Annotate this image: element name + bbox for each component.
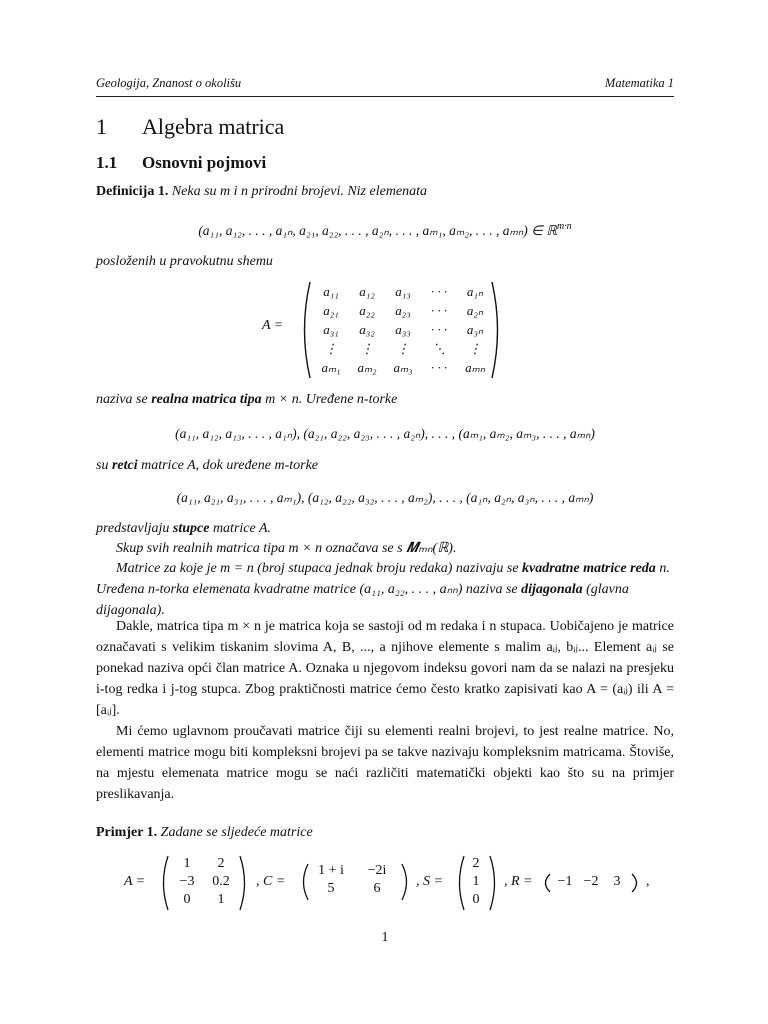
example-intro-line (96, 822, 674, 843)
matrix-cells (312, 282, 490, 378)
example-matrix-cell: −2i (367, 863, 387, 878)
section-heading (96, 114, 284, 140)
rows-tuple: (a₁₁, a₁₂, a₁₃, . . . , a₁ₙ), (a₂₁, a₂₂, a₂₃, . . . , a₂ₙ), . . . , (aₘ₁, aₘ₂, aₘ₃, . . . , aₘₙ) (175, 426, 595, 441)
header-rule (96, 96, 674, 97)
example-matrix-cell: 2 (217, 856, 225, 871)
page-number: 1 (381, 930, 389, 945)
stupce-line (96, 518, 674, 539)
after-tuple-text: posloženih u pravokutnu shemu (96, 254, 273, 269)
example-trailing-comma: , (646, 874, 650, 889)
subsection-number: 1.1 (96, 153, 118, 172)
definition-intro-line (96, 181, 674, 202)
matrix-cell: a₂₂ (359, 303, 375, 318)
dijagonala-post: (glavna dijagonala). (96, 582, 629, 618)
term-retci: retci (111, 458, 138, 473)
example-matrix-cell: 2 (472, 856, 480, 871)
matrix-cell: a₂₁ (323, 303, 339, 318)
term-realna-matrica-tipa: realna matrica tipa (151, 392, 262, 407)
matrix-cell: ⋮ (324, 341, 338, 356)
document-page (96, 0, 674, 1024)
matrix-cell: ⋮ (468, 341, 482, 356)
matrix-cell: ⋮ (360, 341, 374, 356)
matrix-cell: a₃ₙ (466, 322, 484, 337)
example-label: Primjer 1. (96, 825, 158, 840)
kvadratne-post: n. Uređena n-torka elemenata kvadratne matrice (a₁₁, a₂₂, . . . , aₙₙ) naziva se (96, 561, 670, 597)
right-paren (400, 862, 412, 902)
matrix-cell: aₘ₁ (321, 360, 341, 375)
term-dijagonala: dijagonala (521, 582, 583, 597)
retci-pre: su (96, 458, 112, 473)
stupce-pre: predstavljaju (96, 521, 173, 536)
general-matrix (262, 280, 512, 380)
subsection-heading (96, 153, 266, 173)
example-intro: Zadane se sljedeće matrice (160, 825, 313, 840)
example-matrix-cell: 1 (217, 892, 225, 907)
kvadratne-pre: Matrice za koje je m = n (broj stupaca jednak broju redaka) nazivaju se (116, 561, 523, 576)
right-paren (630, 872, 642, 894)
example-matrices (124, 852, 674, 916)
section-number: 1 (96, 114, 107, 139)
example-matrix-cell: 3 (613, 874, 621, 889)
matrix-cell: a₂ₙ (466, 303, 484, 318)
example-matrix-label: , S = (416, 874, 443, 889)
matrix-left-paren (298, 280, 312, 380)
matrix-cell: a₁₃ (395, 284, 411, 299)
matrix-cell: · · · (430, 360, 448, 375)
header-right: Matematika 1 (604, 76, 674, 90)
example-matrix-cell: 1 (472, 874, 480, 889)
matrix-cell: aₘ₃ (393, 360, 413, 375)
matrix-cell: · · · (430, 322, 448, 337)
matrix-cell: a₁ₙ (466, 284, 484, 299)
section-title: Algebra matrica (142, 114, 285, 139)
naziva-line (96, 389, 674, 410)
example-matrix-label: A = (124, 874, 146, 889)
retci-line (96, 455, 674, 476)
element-tuple-exponent: m·n (556, 221, 572, 232)
matrix-cell: a₂₃ (395, 303, 411, 318)
example-matrix-cell: 6 (373, 881, 381, 896)
example-matrix-cell: −3 (179, 874, 195, 889)
retci-post: matrice A, dok uređene m-torke (137, 458, 318, 473)
kvadratne-paragraph (96, 558, 674, 621)
paragraph-dakle: Dakle, matrica tipa m × n je matrica koja se sastoji od m redaka i n stupaca. Uobičajeno je matrice označavati s velikim tiskanim slovima A, B, ..., a njihove elemente s malim aᵢⱼ, bᵢⱼ... Element aᵢⱼ se ponekad naziva opći član matrice A. Oznaka u njegovom indeksu govori nam da se nalazi na presjeku i-tog redka i j-tog stupca. Zbog praktičnosti matrice ćemo često kratko zapisivati kao A = (aᵢⱼ) ili A = [aᵢⱼ]. (96, 619, 674, 718)
matrix-cell: a₁₂ (359, 284, 375, 299)
matrix-A-label: A = (262, 318, 284, 333)
term-stupce: stupce (172, 521, 210, 536)
right-paren (488, 854, 500, 912)
matrix-cell: a₃₁ (323, 322, 339, 337)
matrix-cell: · · · (430, 303, 448, 318)
right-paren (238, 854, 250, 912)
running-header (96, 76, 674, 96)
example-matrix-label: , C = (256, 874, 286, 889)
definition-intro: Neka su m i n prirodni brojevi. Niz elemenata (171, 184, 428, 199)
header-left: Geologija, Znanost o okolišu (96, 76, 242, 90)
matrix-cell: ⋮ (396, 341, 410, 356)
naziva-pre: naziva se (96, 392, 152, 407)
matrix-cell: a₁₁ (323, 284, 339, 299)
example-matrix-cell: 0 (472, 892, 480, 907)
example-matrix-cell: −2 (583, 874, 599, 889)
definition-label: Definicija 1. (96, 184, 169, 199)
example-matrix-cell: 1 (183, 856, 191, 871)
example-matrix-cell: 0 (183, 892, 191, 907)
naziva-post: m × n. Uređene n-torke (261, 392, 398, 407)
matrix-cell: ⋱ (432, 341, 446, 356)
left-paren (540, 872, 552, 894)
element-tuple (96, 216, 674, 241)
example-matrix-cell: 0.2 (212, 874, 230, 889)
term-kvadratne-matrice-reda: kvadratne matrice reda (522, 561, 656, 576)
example-matrix-cell: 5 (327, 881, 335, 896)
example-matrix-cell: −1 (557, 874, 573, 889)
paragraph-mi-cemo: Mi ćemo uglavnom proučavati matrice čiji su elementi realni brojevi, to jest realne matrice. No, elementi matrice mogu biti kompleksni brojevi pa se takve nazivaju kompleksnim matricama. Štoviše, na mjestu elemenata matrice mogu se naći različiti matematički objekti kao što su na primjer preslikavanja. (96, 724, 674, 802)
example-matrix-label: , R = (504, 874, 533, 889)
element-tuple-text: (a₁₁, a₁₂, . . . , a₁ₙ, a₂₁, a₂₂, . . . , a₂ₙ, . . . , aₘ₁, aₘ₂, . . . , aₘₙ) ∈ ℝ (198, 223, 557, 238)
matrix-cell: aₘₙ (465, 360, 485, 375)
example-matrix-cell: 1 + i (318, 863, 344, 878)
matrix-cell: · · · (430, 284, 448, 299)
matrix-cell: aₘ₂ (357, 360, 377, 375)
matrix-cell: a₃₂ (359, 322, 375, 337)
stupce-post: matrice A. (209, 521, 272, 536)
matrix-cell: a₃₃ (395, 322, 411, 337)
left-paren (158, 854, 170, 912)
skup-line: Skup svih realnih matrica tipa m × n označava se s 𝑴ₘₙ(ℝ). (116, 541, 457, 556)
cols-tuple: (a₁₁, a₂₁, a₃₁, . . . , aₘ₁), (a₁₂, a₂₂, a₃₂, . . . , aₘ₂), . . . , (a₁ₙ, a₂ₙ, a₃ₙ, . . . , aₘₙ) (176, 490, 594, 505)
subsection-title: Osnovni pojmovi (142, 153, 267, 172)
matrix-right-paren (490, 280, 504, 380)
